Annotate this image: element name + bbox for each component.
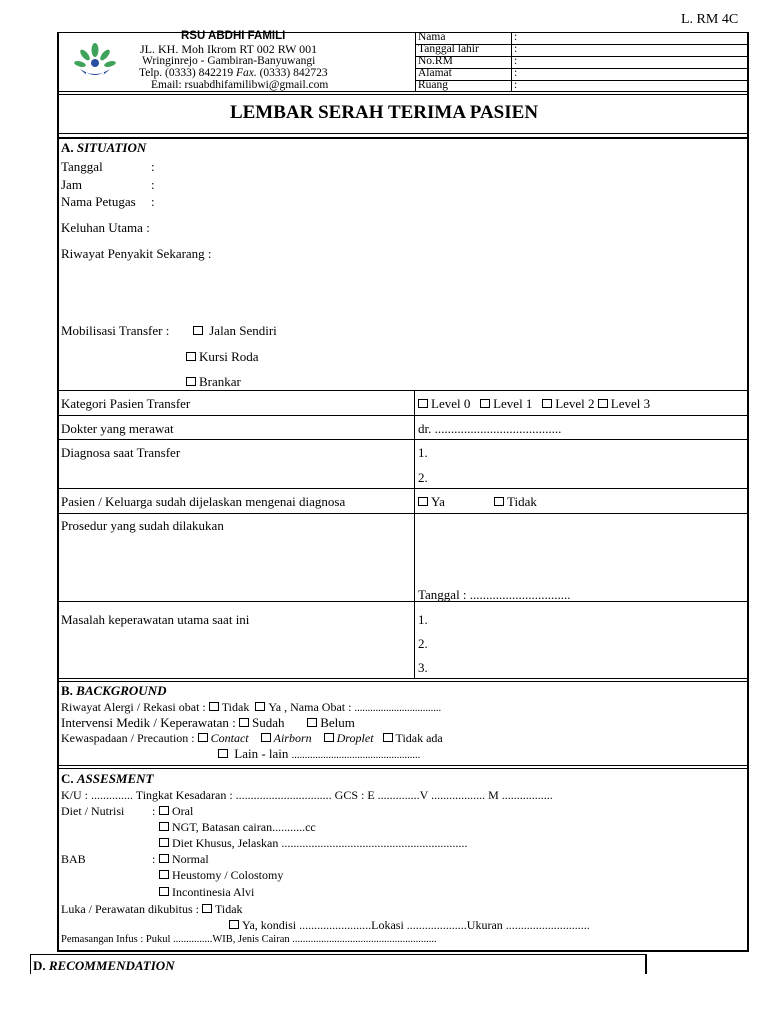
hospital-phone [139,67,328,79]
background-heading: B. BACKGROUND [61,683,167,698]
prosedur-tanggal[interactable]: Tanggal : ............................... [418,587,571,602]
assesment-heading: C. ASSESMENT [61,771,154,786]
frame-top [57,32,749,33]
frame-right [747,33,749,951]
keluhan-label: Keluhan Utama : [61,220,150,235]
mob-jalan-sendiri[interactable]: Jalan Sendiri [193,323,277,339]
luka-tidak-option[interactable]: Tidak [202,902,243,916]
patient-value-tanggal-lahir[interactable]: : [514,43,518,55]
kewaspadaan-row: Kewaspadaan / Precaution : Contact Airborn Droplet Tidak ada [61,731,443,745]
bab-colon: : [152,852,156,866]
email-label: Email: [151,79,182,91]
droplet-option[interactable]: Droplet [324,731,374,745]
diet-khusus-option[interactable]: Diet Khusus, Jelaskan .............................................................. [159,836,467,851]
checkbox-icon [193,326,203,335]
page-title: LEMBAR SERAH TERIMA PASIEN [229,102,539,123]
checkbox-icon [186,352,196,361]
patient-info-divider [511,33,512,92]
pasien-ya-option[interactable]: Ya [418,494,445,510]
alergi-ya-option[interactable]: Ya , Nama Obat : [255,700,351,714]
masalah-item-2[interactable]: 2. [418,636,428,651]
fax-label: Fax. [235,67,257,79]
patient-value-nama[interactable]: : [514,31,518,43]
masalah-label: Masalah keperawatan utama saat ini [61,612,250,627]
contact-option[interactable]: Contact [198,731,249,745]
diet-label: Diet / Nutrisi [61,804,125,818]
kategori-options [418,396,650,412]
tanggal-colon: : [151,159,155,174]
riwayat-label: Riwayat Penyakit Sekarang : [61,246,212,261]
hospital-address: JL. KH. Moh Ikrom RT 002 RW 001 [140,42,318,56]
patient-label-ruang: Ruang [418,79,449,91]
bab-heustomy-option[interactable]: Heustomy / Colostomy [159,868,283,883]
hospital-logo-icon [74,41,116,83]
diagnosa-item-1[interactable]: 1. [418,445,428,460]
tidak-ada-option[interactable]: Tidak ada [383,731,443,745]
infus-row[interactable]: Pemasangan Infus : Pukul ...............WIB, Jenis Cairan ....................................................... [61,934,437,945]
situation-heading: A. SITUATION [61,140,147,155]
patient-value-alamat[interactable]: : [514,67,518,79]
diet-oral-option[interactable]: Oral [159,804,193,819]
phone-number: (0333) 842219 [165,67,234,79]
nama-petugas-colon: : [151,194,155,209]
hospital-email [151,79,328,91]
masalah-item-1[interactable]: 1. [418,612,428,627]
intervensi-sudah-option[interactable]: Sudah [239,715,285,730]
table-center-divider [414,390,415,679]
mob-brankar[interactable]: Brankar [186,374,241,390]
dokter-value[interactable]: dr. ....................................... [418,421,562,436]
lain-lain-option[interactable]: Lain - lain ................................................. [218,746,420,762]
lain-dots: ................................................. [291,750,421,761]
frame-left [57,33,59,951]
alergi-row: Riwayat Alergi / Rekasi obat : Tidak Ya , Nama Obat : ................................. [61,700,442,714]
jam-label: Jam [61,177,82,192]
jam-colon: : [151,177,155,192]
masalah-item-3[interactable]: 3. [418,660,428,675]
patient-label-nama: Nama [418,31,446,43]
phone-label: Telp. [139,67,163,79]
intervensi-belum-option[interactable]: Belum [307,715,355,730]
patient-label-norm: No.RM [418,55,453,67]
kategori-label: Kategori Pasien Transfer [61,396,191,411]
level-1-option[interactable]: Level 1 [480,396,532,411]
level-3-option[interactable]: Level 3 [598,396,650,411]
mobilisasi-label: Mobilisasi Transfer : [61,323,170,338]
fax-number: (0333) 842723 [259,67,328,79]
luka-ya-option[interactable]: Ya, kondisi ........................Lokasi ....................Ukuran ............................ [229,918,590,933]
alergi-tidak-option[interactable]: Tidak [209,700,250,714]
intervensi-row: Intervensi Medik / Keperawatan : Sudah Belum [61,715,355,730]
patient-label-alamat: Alamat [418,67,452,79]
airborn-option[interactable]: Airborn [261,731,312,745]
mob-kursi-roda[interactable]: Kursi Roda [186,349,259,365]
bab-normal-option[interactable]: Normal [159,852,209,867]
bab-incontinesia-option[interactable]: Incontinesia Alvi [159,885,254,900]
diet-ngt-option[interactable]: NGT, Batasan cairan...........cc [159,820,316,835]
diet-colon: : [152,804,156,818]
nama-petugas-label: Nama Petugas [61,194,136,209]
recommendation-heading: D. RECOMMENDATION [33,958,175,973]
diagnosa-item-2[interactable]: 2. [418,470,428,485]
checkbox-icon [186,377,196,386]
patient-value-norm[interactable]: : [514,55,518,67]
level-0-option[interactable]: Level 0 [418,396,470,411]
pasien-tidak-option[interactable]: Tidak [494,494,537,510]
level-2-option[interactable]: Level 2 [542,396,594,411]
patient-label-tanggal-lahir: Tanggal lahir [418,43,479,55]
prosedur-label: Prosedur yang sudah dilakukan [61,518,224,533]
patient-value-ruang[interactable]: : [514,79,518,91]
diagnosa-label: Diagnosa saat Transfer [61,445,181,460]
luka-row: Luka / Perawatan dikubitus : Tidak [61,902,243,916]
pasien-label: Pasien / Keluarga sudah dijelaskan mengenai diagnosa [61,494,346,509]
tanggal-label: Tanggal [61,159,103,174]
bab-label: BAB [61,852,86,866]
hospital-city: Wringinrejo - Gambiran-Banyuwangi [142,55,316,67]
dokter-label: Dokter yang merawat [61,421,174,436]
ku-row[interactable]: K/U : .............. Tingkat Kesadaran : ................................ GCS : E ..............V .................. M ................. [61,788,553,802]
patient-info-left-border [415,33,416,92]
hospital-name: RSU ABDHI FAMILI [181,30,286,42]
frame-bottom [57,950,749,952]
alergi-dots: ................................. [354,703,442,714]
email-value: rsuabdhifamilibwi@gmail.com [184,79,329,91]
form-code: L. RM 4C [681,12,739,27]
